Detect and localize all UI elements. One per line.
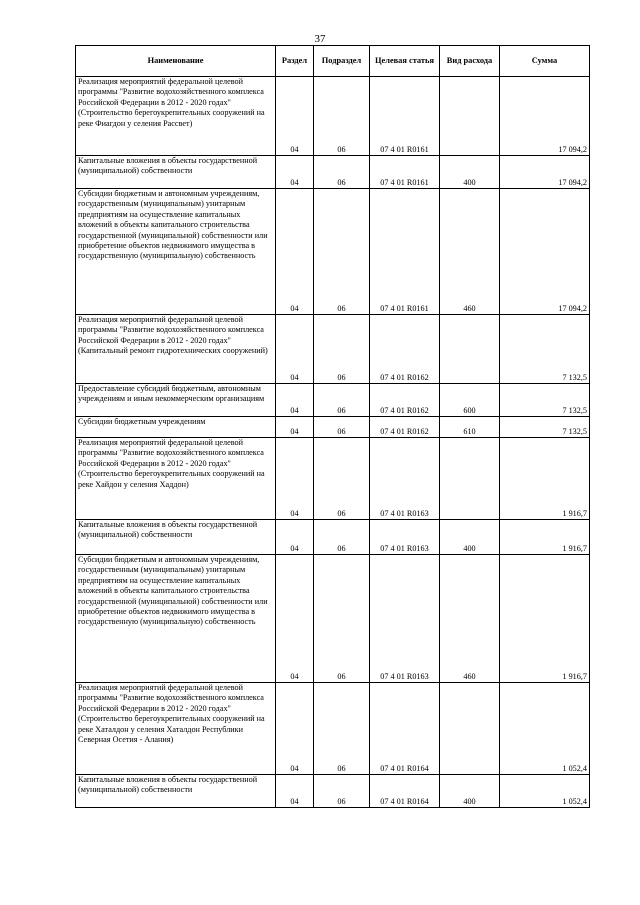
table-row bbox=[76, 683, 590, 775]
row-vid bbox=[440, 438, 500, 520]
row-summa: 17 094,2 bbox=[500, 189, 590, 315]
row-name: Предоставление субсидий бюджетным, автономным учреждениям и иным некоммерческим организациям bbox=[76, 384, 276, 417]
row-razdel: 04 bbox=[276, 156, 314, 189]
row-vid: 400 bbox=[440, 775, 500, 808]
row-statya: 07 4 01 R0163 bbox=[370, 438, 440, 520]
row-name: Реализация мероприятий федеральной целевой программы "Развитие водохозяйственного комплекса Российской Федерации в 2012 - 2020 годах" (Строительство берегоукрепительных сооружений на реке Хайдон у селения Хаддон) bbox=[76, 438, 276, 520]
page-number: 37 bbox=[314, 33, 326, 45]
row-podrazdel: 06 bbox=[314, 555, 370, 683]
row-summa: 1 916,7 bbox=[500, 438, 590, 520]
row-vid: 460 bbox=[440, 189, 500, 315]
row-podrazdel: 06 bbox=[314, 683, 370, 775]
row-razdel: 04 bbox=[276, 315, 314, 384]
table-row bbox=[76, 417, 590, 438]
row-statya: 07 4 01 R0161 bbox=[370, 77, 440, 156]
header-statya: Целевая статья bbox=[370, 46, 440, 77]
row-name: Реализация мероприятий федеральной целевой программы "Развитие водохозяйственного комплекса Российской Федерации в 2012 - 2020 годах" (Строительство берегоукрепительных сооружений на реке Хаталдон у селения Хаталдон Республики Северная Осетия - Алания) bbox=[76, 683, 276, 775]
header-name: Наименование bbox=[76, 46, 276, 77]
row-podrazdel: 06 bbox=[314, 77, 370, 156]
row-razdel: 04 bbox=[276, 77, 314, 156]
table-row bbox=[76, 315, 590, 384]
budget-table bbox=[75, 45, 590, 808]
header-summa: Сумма bbox=[500, 46, 590, 77]
row-statya: 07 4 01 R0161 bbox=[370, 156, 440, 189]
row-summa: 17 094,2 bbox=[500, 77, 590, 156]
row-statya: 07 4 01 R0162 bbox=[370, 384, 440, 417]
row-podrazdel: 06 bbox=[314, 520, 370, 555]
table-header-row bbox=[76, 46, 590, 77]
row-name: Субсидии бюджетным и автономным учреждениям, государственным (муниципальным) унитарным предприятиям на осуществление капитальных вложений в объекты капитального строительства государственной (муниципальной) собственности или приобретение объектов недвижимого имущества в государственную (муниципальную) собственность bbox=[76, 189, 276, 315]
row-podrazdel: 06 bbox=[314, 156, 370, 189]
row-razdel: 04 bbox=[276, 775, 314, 808]
row-vid: 400 bbox=[440, 156, 500, 189]
table-row bbox=[76, 189, 590, 315]
table-row bbox=[76, 555, 590, 683]
row-razdel: 04 bbox=[276, 189, 314, 315]
header-vid: Вид расхода bbox=[440, 46, 500, 77]
table-row bbox=[76, 77, 590, 156]
row-summa: 7 132,5 bbox=[500, 417, 590, 438]
row-statya: 07 4 01 R0164 bbox=[370, 775, 440, 808]
row-name: Субсидии бюджетным учреждениям bbox=[76, 417, 276, 438]
row-vid bbox=[440, 315, 500, 384]
table-row bbox=[76, 384, 590, 417]
row-statya: 07 4 01 R0161 bbox=[370, 189, 440, 315]
row-razdel: 04 bbox=[276, 555, 314, 683]
row-razdel: 04 bbox=[276, 384, 314, 417]
row-podrazdel: 06 bbox=[314, 384, 370, 417]
row-razdel: 04 bbox=[276, 438, 314, 520]
row-name: Капитальные вложения в объекты государственной (муниципальной) собственности bbox=[76, 520, 276, 555]
row-summa: 7 132,5 bbox=[500, 315, 590, 384]
row-podrazdel: 06 bbox=[314, 775, 370, 808]
row-summa: 1 916,7 bbox=[500, 555, 590, 683]
table-row bbox=[76, 156, 590, 189]
table-row bbox=[76, 775, 590, 808]
row-vid: 610 bbox=[440, 417, 500, 438]
row-statya: 07 4 01 R0162 bbox=[370, 417, 440, 438]
header-razdel: Раздел bbox=[276, 46, 314, 77]
row-summa: 1 052,4 bbox=[500, 683, 590, 775]
row-vid: 400 bbox=[440, 520, 500, 555]
row-vid bbox=[440, 77, 500, 156]
row-summa: 7 132,5 bbox=[500, 384, 590, 417]
row-razdel: 04 bbox=[276, 520, 314, 555]
row-summa: 1 916,7 bbox=[500, 520, 590, 555]
row-razdel: 04 bbox=[276, 417, 314, 438]
row-vid: 460 bbox=[440, 555, 500, 683]
row-podrazdel: 06 bbox=[314, 189, 370, 315]
row-podrazdel: 06 bbox=[314, 417, 370, 438]
table-row bbox=[76, 438, 590, 520]
row-summa: 17 094,2 bbox=[500, 156, 590, 189]
row-name: Реализация мероприятий федеральной целевой программы "Развитие водохозяйственного комплекса Российской Федерации в 2012 - 2020 годах" (Капитальный ремонт гидротехнических сооружений) bbox=[76, 315, 276, 384]
row-vid: 600 bbox=[440, 384, 500, 417]
row-statya: 07 4 01 R0162 bbox=[370, 315, 440, 384]
row-podrazdel: 06 bbox=[314, 315, 370, 384]
row-razdel: 04 bbox=[276, 683, 314, 775]
row-name: Капитальные вложения в объекты государственной (муниципальной) собственности bbox=[76, 156, 276, 189]
row-name: Реализация мероприятий федеральной целевой программы "Развитие водохозяйственного комплекса Российской Федерации в 2012 - 2020 годах" (Строительство берегоукрепительных сооружений на реке Фиагдон у селения Рассвет) bbox=[76, 77, 276, 156]
row-statya: 07 4 01 R0163 bbox=[370, 555, 440, 683]
row-vid bbox=[440, 683, 500, 775]
row-statya: 07 4 01 R0164 bbox=[370, 683, 440, 775]
table-row bbox=[76, 520, 590, 555]
row-name: Субсидии бюджетным и автономным учреждениям, государственным (муниципальным) унитарным предприятиям на осуществление капитальных вложений в объекты капитального строительства государственной (муниципальной) собственности или приобретение объектов недвижимого имущества в государственную (муниципальную) собственность bbox=[76, 555, 276, 683]
row-statya: 07 4 01 R0163 bbox=[370, 520, 440, 555]
row-podrazdel: 06 bbox=[314, 438, 370, 520]
row-name: Капитальные вложения в объекты государственной (муниципальной) собственности bbox=[76, 775, 276, 808]
row-summa: 1 052,4 bbox=[500, 775, 590, 808]
header-podrazdel: Подраздел bbox=[314, 46, 370, 77]
